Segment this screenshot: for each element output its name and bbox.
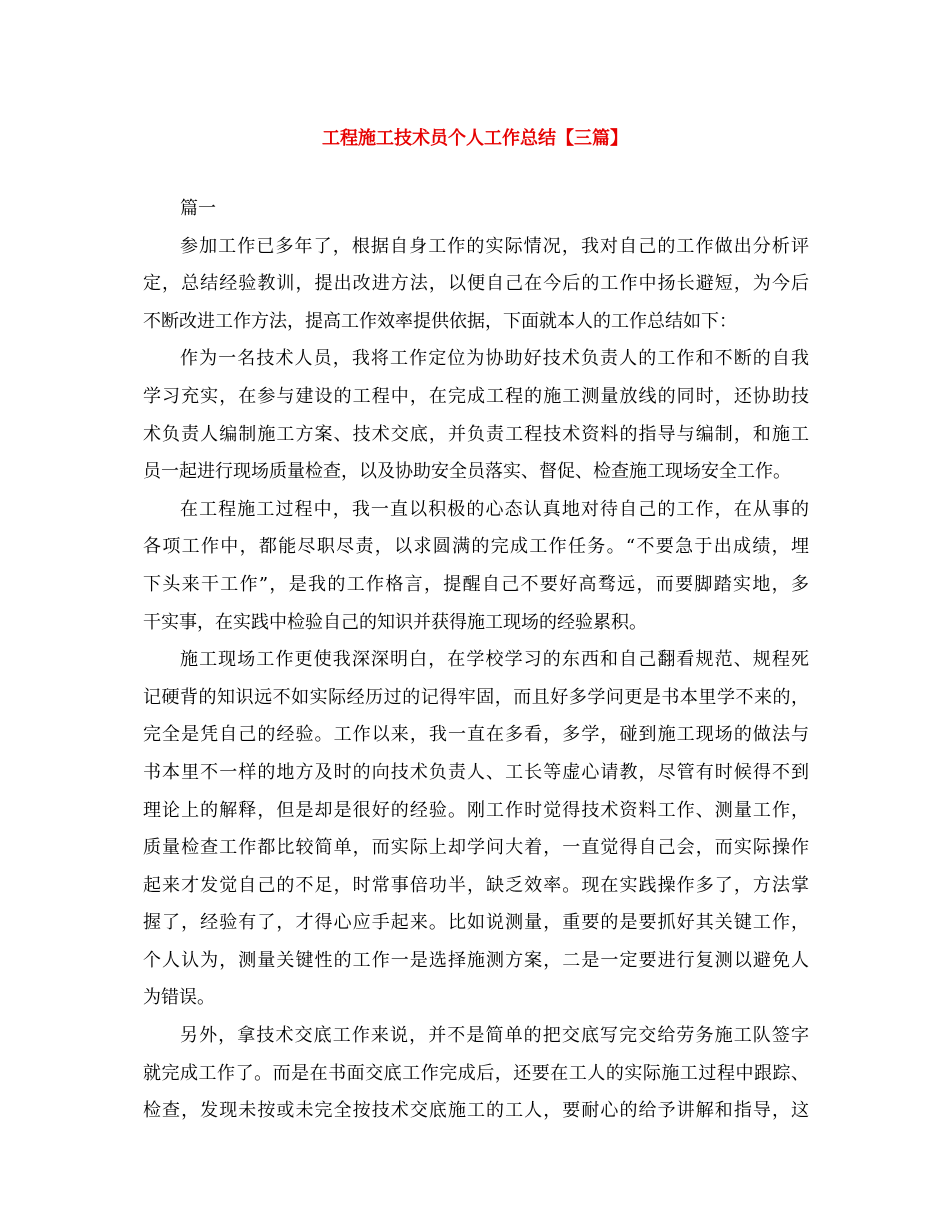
- document-title: 工程施工技术员个人工作总结【三篇】: [322, 128, 628, 149]
- text-line: 理论上的解释，但是却是很好的经验。刚工作时觉得技术资料工作、测量工作，: [143, 799, 809, 821]
- text-line: 施工现场工作更使我深深明白，在学校学习的东西和自己翻看规范、规程死: [180, 649, 809, 671]
- text-line: 篇一: [180, 198, 216, 219]
- text-line: 定，总结经验教训，提出改进方法，以便自己在今后的工作中扬长避短，为今后: [143, 273, 809, 295]
- text-line: 书本里不一样的地方及时的向技术负责人、工长等虚心请教，尽管有时候得不到: [143, 761, 809, 783]
- text-line: 术负责人编制施工方案、技术交底，并负责工程技术资料的指导与编制，和施工: [143, 423, 809, 445]
- document-body: [143, 190, 809, 1130]
- text-line: 员一起进行现场质量检查，以及协助安全员落实、督促、检查施工现场安全工作。: [143, 461, 791, 483]
- text-line: 各项工作中，都能尽职尽责，以求圆满的完成工作任务。“不要急于出成绩，埋: [143, 536, 809, 558]
- text-line: 另外，拿技术交底工作来说，并不是简单的把交底写完交给劳务施工队签字: [180, 1025, 809, 1047]
- text-line: 作为一名技术人员，我将工作定位为协助好技术负责人的工作和不断的自我: [180, 348, 809, 370]
- text-line: 就完成工作了。而是在书面交底工作完成后，还要在工人的实际施工过程中跟踪、: [143, 1062, 809, 1084]
- text-line: 握了，经验有了，才得心应手起来。比如说测量，重要的是要抓好其关键工作，: [143, 912, 809, 934]
- text-line: 参加工作已多年了，根据自身工作的实际情况，我对自己的工作做出分析评: [180, 235, 809, 257]
- text-line: 干实事，在实践中检验自己的知识并获得施工现场的经验累积。: [143, 611, 647, 633]
- text-line: 个人认为，测量关键性的工作一是选择施测方案，二是一定要进行复测以避免人: [143, 949, 809, 971]
- text-line: 质量检查工作都比较简单，而实际上却学问大着，一直觉得自己会，而实际操作: [143, 837, 809, 859]
- text-line: 下头来干工作”，是我的工作格言，提醒自己不要好高骛远，而要脚踏实地，多: [143, 573, 809, 595]
- text-line: 学习充实，在参与建设的工程中，在完成工程的施工测量放线的同时，还协助技: [143, 385, 809, 407]
- text-line: 记硬背的知识远不如实际经历过的记得牢固，而且好多学问更是书本里学不来的，: [143, 686, 809, 708]
- text-line: 在工程施工过程中，我一直以积极的心态认真地对待自己的工作，在从事的: [180, 498, 809, 520]
- text-line: 为错误。: [143, 987, 215, 1009]
- text-line: 完全是凭自己的经验。工作以来，我一直在多看，多学，碰到施工现场的做法与: [143, 724, 809, 746]
- text-line: 起来才发觉自己的不足，时常事倍功半，缺乏效率。现在实践操作多了，方法掌: [143, 874, 809, 896]
- text-line: 不断改进工作方法，提高工作效率提供依据，下面就本人的工作总结如下：: [143, 310, 737, 332]
- text-line: 检查，发现未按或未完全按技术交底施工的工人，要耐心的给予讲解和指导，这: [143, 1100, 809, 1122]
